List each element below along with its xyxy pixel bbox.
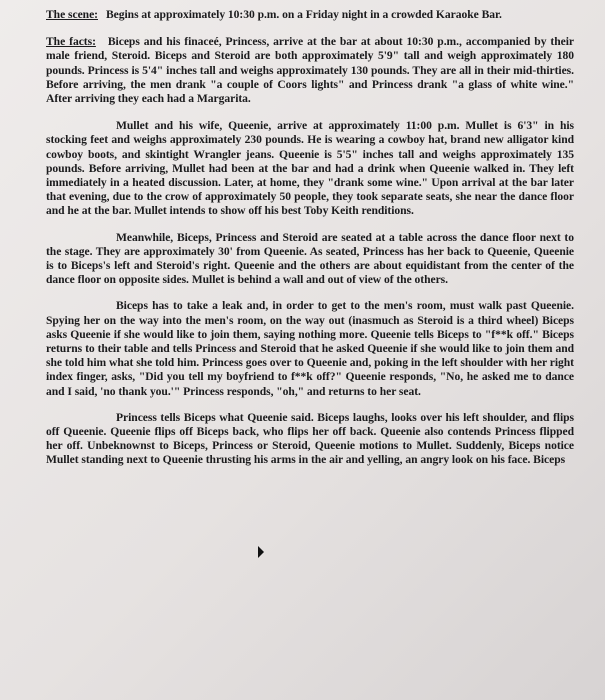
facts-label: The facts:	[46, 35, 96, 49]
scene-section	[46, 8, 574, 22]
mouse-cursor-icon	[258, 546, 264, 558]
paragraph-flip-off: Princess tells Biceps what Queenie said. Biceps laughs, looks over his left shoulder, and flips off Queenie. Queenie flips off Biceps back, who flips her off back. Queenie also contends Princess flipped her off. Unbeknownst to Biceps, Princess or Steroid, Queenie motions to Mullet. Suddenly, Biceps notice Mullet standing next to Queenie thrusting his arms in the air and yelling, an angry look on his face. Biceps	[46, 410, 574, 467]
scene-label: The scene:	[46, 8, 98, 21]
document-page	[46, 8, 574, 468]
facts-text: Biceps and his finaceé, Princess, arrive at the bar at about 10:30 p.m., accompanied by their male friend, Steroid. Biceps and Steroid are both approximately 5'9" tall and weigh approximately 180 pounds. Princess is 5'4" inches tall and weighs approximately 130 pounds. They are all in their mid-thirties. Before arriving, the men drank "a couple of Coors lights" and Princess drank "a glass of white wine." After arriving they each had a Margarita.	[46, 35, 574, 106]
paragraph-mullet-queenie: Mullet and his wife, Queenie, arrive at approximately 11:00 p.m. Mullet is 6'3" in his stocking feet and weighs approximately 230 pounds. He is wearing a cowboy hat, brand new alligator kind cowboy boots, and skintight Wrangler jeans. Queenie is 5'5" inches tall and weighs approximately 135 pounds. Before arriving, Mullet had been at the bar and had a drink when Queenie walked in. They left immediately in a heated discussion. Later, at home, they "drank some wine." Upon arrival at the bar later that evening, due to the crow of approximately 50 people, they took separate seats, she near the dance floor and he at the bar. Mullet intends to show off his best Toby Keith renditions.	[46, 119, 574, 218]
paragraph-mens-room: Biceps has to take a leak and, in order to get to the men's room, must walk past Queenie. Spying her on the way into the men's room, on the way out (inasmuch as Steroid is a third wheel) Biceps asks Queenie if she would like to join them, saying nothing more. Queenie tells Biceps to "f**k off." Biceps returns to their table and tells Princess and Steroid that he asked Queenie if she would like to join them and she told him what she told him. Princess goes over to Queenie and, poking in the left shoulder with her right index finger, asks, "Did you tell my boyfriend to f**k off?" Queenie responds, "No, he asked me to dance and I said, 'no thank you.'" Princess responds, "oh," and returns to her seat.	[46, 299, 574, 398]
paragraph-seating: Meanwhile, Biceps, Princess and Steroid are seated at a table across the dance floor next to the stage. They are approximately 30' from Queenie. As seated, Princess has her back to Queenie, Queenie is to Biceps's left and Steroid's right. Queenie and the others are about equidistant from the center of the dance floor on opposite sides. Mullet is behind a wall and out of view of the others.	[46, 230, 574, 287]
scene-text: Begins at approximately 10:30 p.m. on a Friday night in a crowded Karaoke Bar.	[105, 8, 502, 21]
facts-section	[46, 35, 574, 106]
